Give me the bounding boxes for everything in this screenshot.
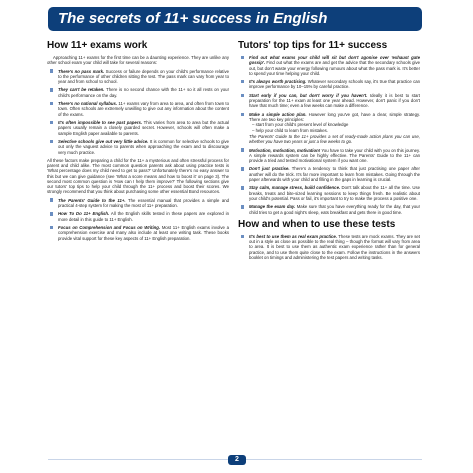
list-item: It's best to use them as real exam practice. These tests are mock exams. They are set out in a style as close as possible to the real thing – though the format will vary from area to area. It is best to use them as authentic exam experience rather than for general practice, and to use them quite close to the exam. Follow the instructions in the answers booklet on timings and administering the test papers and writing tasks. (238, 234, 420, 260)
list-item: Find out what exams your child will sit but don't agonise over 'exhaust gate gossip'. Find out what the exams are and get the advice that the secondary schools give out, but don't waste your energy following rumours about what the pass mark is. It's better to spend your time helping your child. (238, 55, 420, 76)
body-paragraph: All these factors make preparing a child for the 11+ a mysterious and often stressful process for parent and child alike. The most common question parents ask about using practice tests is 'What percentage does my child need to get to pass?' Unfortunately there's no easy answer to this but we can give guidance (see 'What a score means and how to boost it' on page 3). The second most common question is 'How can I help them improve?' The following sections give our tutors' top tips to help your child through the 11+ process and boost their scores. We strongly recommend that you think about purchasing some other essential Bond resources. (47, 157, 229, 195)
list-item: Manage the exam day. Make sure that you have everything ready for the day, that your child tries to get a good night's sleep, eats breakfast and gets there in good time. (238, 204, 420, 215)
tests-section (238, 219, 420, 260)
list-item: Start early if you can, but don't worry if you haven't. Ideally it is best to start preparation for the 11+ exam at least one year ahead. However, don't panic if you don't have that much time; even a few weeks can make a difference. (238, 93, 420, 109)
exam-reasons-list (47, 69, 229, 155)
tests-list (238, 234, 420, 260)
plan-note: The Parents' Guide to the 11+ provides a set of ready-made action plans you can use, whether you have two years or just a few weeks to go. (249, 133, 420, 145)
list-item: Don't just practise. There's a tendency to think that just practising one paper after another will do the trick. It's far more important to learn from mistakes. Going through the paper afterwards with your child and filling in the gaps in learning is crucial. (238, 166, 420, 182)
bullet-square-icon (241, 205, 244, 208)
bullet-square-icon (50, 140, 53, 143)
bullet-square-icon (50, 69, 53, 72)
page-title: The secrets of 11+ success in English (58, 10, 328, 27)
bullet-square-icon (241, 167, 244, 170)
title-banner (48, 7, 422, 31)
list-item: Make a simple action plan. However long you've got, have a clear, simple strategy. There are two key principles: – start from your child's present level of knowledge – help your child to learn from mistakes. The Parents' Guide to the 11+ provides a set of ready-made action plans you can use, whether you have two years or just a few weeks to go. (238, 112, 420, 145)
list-item: There's no pass mark. Success or failure depends on your child's performance relative to the performance of other children sitting the test. The pass mark can vary from year to year and from school to school. (47, 69, 229, 85)
resources-list (47, 198, 229, 241)
bullet-square-icon (241, 186, 244, 189)
bullet-square-icon (50, 121, 53, 124)
list-item: Motivation, motivation, motivation! You have to take your child with you on this journey. A simple rewards system can be highly effective. The Parents' Guide to the 11+ can provide a tried and tested motivational system if you want one. (238, 148, 420, 164)
bullet-square-icon (50, 102, 53, 105)
bullet-square-icon (50, 198, 53, 201)
list-item: – start from your child's present level of knowledge (252, 122, 349, 128)
tips-list (238, 55, 420, 215)
list-item: It's often impossible to see past papers. This varies from area to area but the actual papers usually remain a closely guarded secret. However, schools will often make a sample English paper available to parents. (47, 120, 229, 136)
list-item: They can't be retaken. There is no second chance with the 11+ so it all rests on your child's performance on the day. (47, 87, 229, 98)
list-item: Selective schools give out very little advice. It is common for selective schools to give out only the vaguest advice to parents when approaching the exam and to discourage very much practice. (47, 139, 229, 155)
intro-paragraph: Approaching 11+ exams for the first time can be a daunting experience. They are unlike any other school exam your child will take for several reasons: (47, 55, 229, 66)
list-item: It's always worth practising. Whatever secondary schools say, it's true that practice can improve performance by 10–15% by careful practice. (238, 79, 420, 90)
page-number: 2 (228, 455, 246, 465)
list-item: Stay calm, manage stress, build confidence. Don't talk about the 11+ all the time. Use breaks, treats and bite-sized learning sessions to keep things fresh. Be realistic about your child's potential. Pass or fail, it's important to try to make the process a positive one. (238, 185, 420, 201)
left-column (47, 40, 229, 244)
bullet-square-icon (50, 88, 53, 91)
right-column (238, 40, 420, 263)
section-heading-exams: How 11+ exams work (47, 40, 148, 51)
plan-principles-list (249, 122, 420, 133)
list-item: Focus on Comprehension and Focus on Writing. Most 11+ English exams involve a comprehension exercise and many also include at least one writing task. These books provide vital support for these key aspects of 11+ English preparation. (47, 225, 229, 241)
section-heading-tips: Tutors' top tips for 11+ success (238, 40, 388, 51)
bullet-square-icon (241, 56, 244, 59)
list-item: How To Do 11+ English. All the English skills tested in these papers are explored in more detail in this guide to 11+ English. (47, 211, 229, 222)
bullet-square-icon (241, 80, 244, 83)
bullet-square-icon (50, 212, 53, 215)
bullet-square-icon (241, 94, 244, 97)
bullet-square-icon (241, 235, 244, 238)
list-item: – help your child to learn from mistakes. (252, 127, 328, 133)
list-item: The Parents' Guide to the 11+. The essential manual that provides a simple and practical 4-step system for making the most of 11+ preparation. (47, 198, 229, 209)
bullet-square-icon (241, 113, 244, 116)
list-item: There's no national syllabus. 11+ exams vary from area to area, and often from town to town. Often schools are extremely unwilling to give out any information about the content of the exams. (47, 101, 229, 117)
bullet-square-icon (50, 226, 53, 229)
section-heading-tests: How and when to use these tests (238, 218, 396, 230)
bullet-square-icon (241, 148, 244, 151)
